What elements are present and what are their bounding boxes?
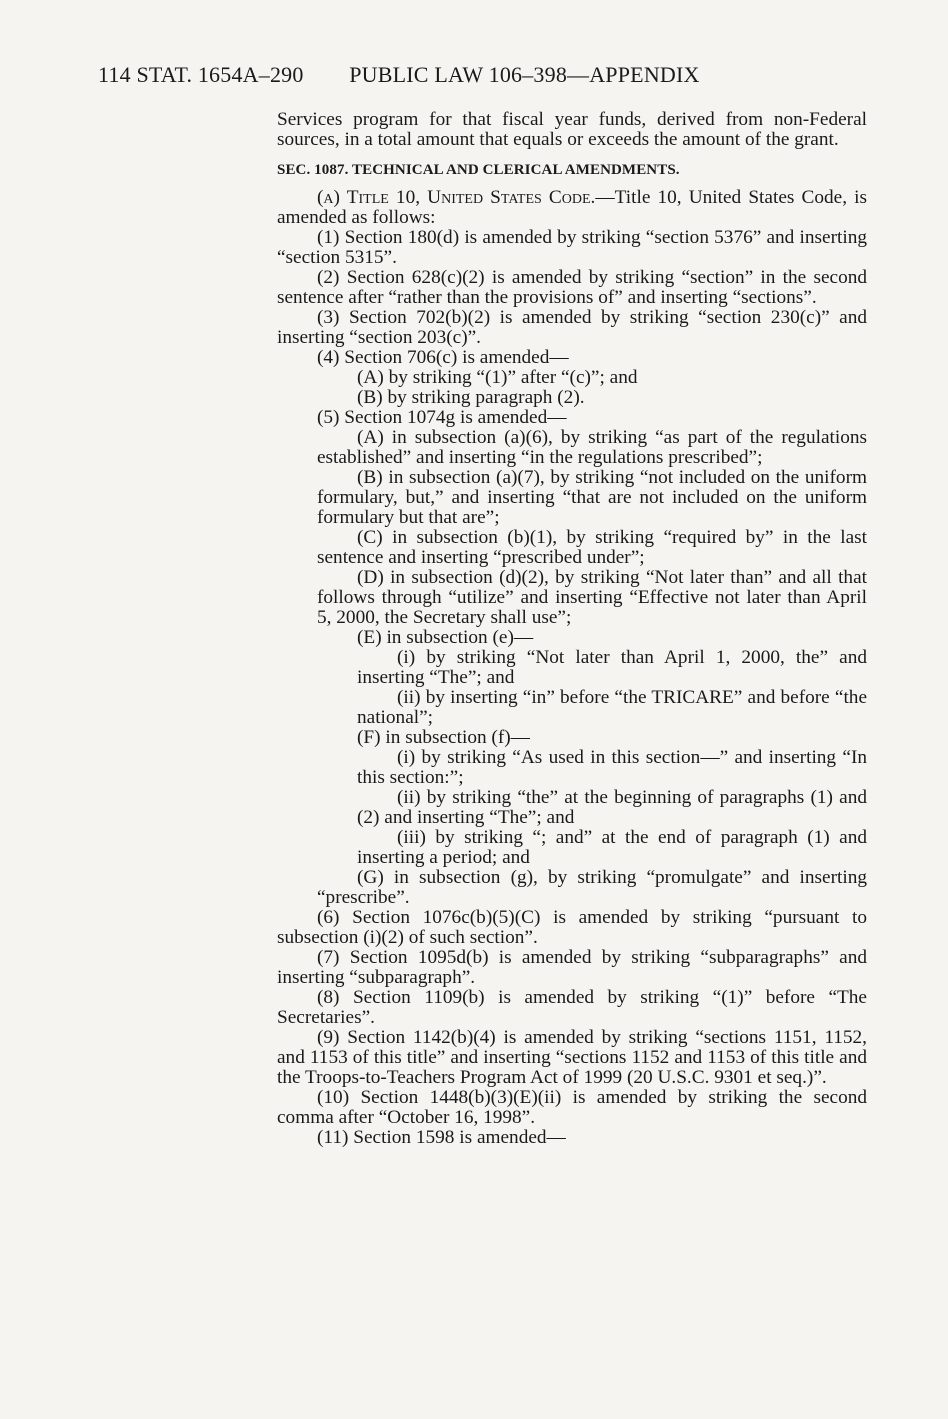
paragraph-1: (1) Section 180(d) is amended by striking “section 5376” and inserting “section 5315”. xyxy=(277,227,867,268)
running-head xyxy=(98,62,700,88)
paragraph-7: (7) Section 1095d(b) is amended by striking “subparagraphs” and inserting “subparagraph”. xyxy=(277,947,867,988)
paragraph-5-e-ii: (ii) by inserting “in” before “the TRICARE” and before “the national”; xyxy=(357,687,867,728)
paragraph-5-c: (C) in subsection (b)(1), by striking “required by” in the last sentence and inserting “prescribed under”; xyxy=(317,527,867,568)
paragraph-8: (8) Section 1109(b) is amended by striking “(1)” before “The Secretaries”. xyxy=(277,987,867,1028)
paragraph-4-b: (B) by striking paragraph (2). xyxy=(357,387,585,408)
paragraph-5-b: (B) in subsection (a)(7), by striking “not included on the uniform formulary, but,” and inserting “that are not included on the uniform formulary but that are”; xyxy=(317,467,867,528)
paragraph-11: (11) Section 1598 is amended— xyxy=(317,1127,566,1148)
paragraph-4-a: (A) by striking “(1)” after “(c)”; and xyxy=(357,367,638,388)
subsection-a xyxy=(277,188,867,228)
section-heading: SEC. 1087. TECHNICAL AND CLERICAL AMENDMENTS. xyxy=(277,162,680,178)
paragraph-2: (2) Section 628(c)(2) is amended by striking “section” in the second sentence after “rather than the provisions of” and inserting “sections”. xyxy=(277,267,867,308)
paragraph-5-a: (A) in subsection (a)(6), by striking “as part of the regulations established” and inserting “in the regulations prescribed”; xyxy=(317,427,867,468)
body-text xyxy=(277,110,867,1148)
paragraph-3: (3) Section 702(b)(2) is amended by striking “section 230(c)” and inserting “section 203(c)”. xyxy=(277,307,867,348)
paragraph-6: (6) Section 1076c(b)(5)(C) is amended by striking “pursuant to subsection (i)(2) of such section”. xyxy=(277,907,867,948)
paragraph-5-f-i: (i) by striking “As used in this section—” and inserting “In this section:”; xyxy=(357,747,867,788)
paragraph-5-d: (D) in subsection (d)(2), by striking “Not later than” and all that follows through “utilize” and inserting “Effective not later than April 5, 2000, the Secretary shall use”; xyxy=(317,567,867,628)
statute-citation: 114 STAT. 1654A–290 xyxy=(98,62,304,87)
paragraph-5: (5) Section 1074g is amended— xyxy=(317,407,567,428)
paragraph-5-e-i: (i) by striking “Not later than April 1, 2000, the” and inserting “The”; and xyxy=(357,647,867,688)
paragraph-5-f-ii: (ii) by striking “the” at the beginning of paragraphs (1) and (2) and inserting “The”; and xyxy=(357,787,867,828)
continuation-paragraph: Services program for that fiscal year funds, derived from non-Federal sources, in a total amount that equals or exceeds the amount of the grant. xyxy=(277,109,867,150)
paragraph-5-f-iii: (iii) by striking “; and” at the end of paragraph (1) and inserting a period; and xyxy=(357,827,867,868)
subsection-a-label: (a) Title 10, United States Code. xyxy=(317,187,596,208)
paragraph-5-e: (E) in subsection (e)— xyxy=(357,627,534,648)
paragraph-5-f: (F) in subsection (f)— xyxy=(357,727,530,748)
subsection-a-text: —Title 10, United States Code, is amended as follows: xyxy=(277,187,867,228)
paragraph-4: (4) Section 706(c) is amended— xyxy=(317,347,569,368)
paragraph-5-g: (G) in subsection (g), by striking “promulgate” and inserting “prescribe”. xyxy=(317,867,867,908)
paragraph-9: (9) Section 1142(b)(4) is amended by striking “sections 1151, 1152, and 1153 of this title” and inserting “sections 1152 and 1153 of this title and the Troops-to-Teachers Program Act of 1999 (20 U.S.C. 9301 et seq.)”. xyxy=(277,1027,867,1088)
public-law-title: PUBLIC LAW 106–398—APPENDIX xyxy=(349,62,700,87)
paragraph-10: (10) Section 1448(b)(3)(E)(ii) is amended by striking the second comma after “October 16, 1998”. xyxy=(277,1087,867,1128)
